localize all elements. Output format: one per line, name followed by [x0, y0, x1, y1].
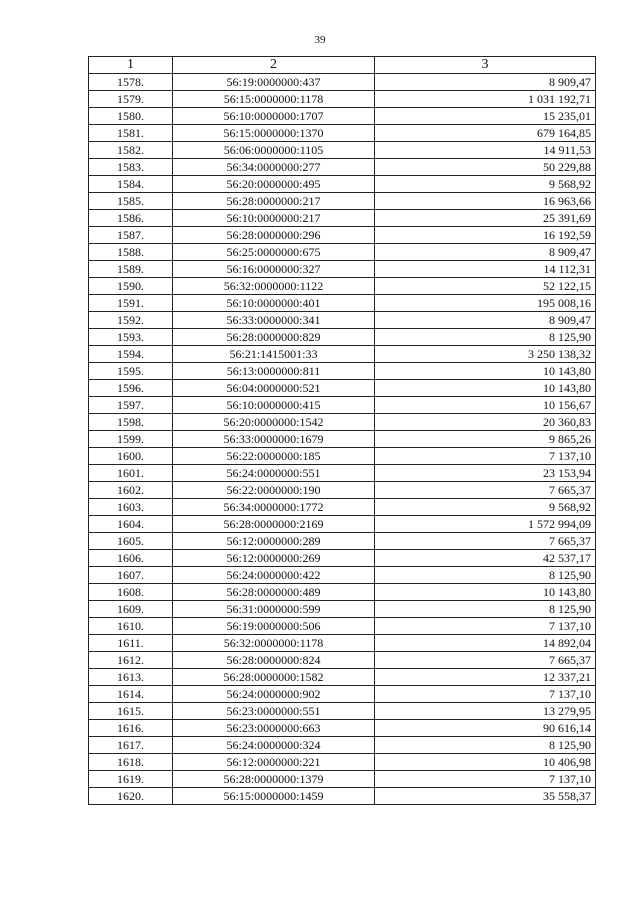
row-number: 1583. [89, 159, 173, 176]
table-row [89, 261, 596, 278]
cadastral-number: 56:31:0000000:599 [173, 601, 375, 618]
row-number: 1580. [89, 108, 173, 125]
row-number: 1579. [89, 91, 173, 108]
cadastral-number: 56:06:0000000:1105 [173, 142, 375, 159]
cadastral-number: 56:23:0000000:663 [173, 720, 375, 737]
table-row [89, 431, 596, 448]
cadastral-value: 42 537,17 [375, 550, 596, 567]
cadastral-value: 8 125,90 [375, 567, 596, 584]
cadastral-value: 7 665,37 [375, 482, 596, 499]
cadastral-value: 10 143,80 [375, 380, 596, 397]
cadastral-value: 90 616,14 [375, 720, 596, 737]
row-number: 1582. [89, 142, 173, 159]
cadastral-value: 14 112,31 [375, 261, 596, 278]
table-row [89, 363, 596, 380]
cadastral-number: 56:15:0000000:1459 [173, 788, 375, 805]
table-row [89, 584, 596, 601]
cadastral-number: 56:28:0000000:217 [173, 193, 375, 210]
row-number: 1615. [89, 703, 173, 720]
cadastral-number: 56:22:0000000:185 [173, 448, 375, 465]
table-row [89, 652, 596, 669]
row-number: 1608. [89, 584, 173, 601]
cadastral-number: 56:24:0000000:422 [173, 567, 375, 584]
table-row [89, 346, 596, 363]
cadastral-number: 56:23:0000000:551 [173, 703, 375, 720]
cadastral-number: 56:19:0000000:506 [173, 618, 375, 635]
cadastral-number: 56:28:0000000:1379 [173, 771, 375, 788]
cadastral-value: 10 156,67 [375, 397, 596, 414]
table-row [89, 618, 596, 635]
cadastral-number: 56:32:0000000:1178 [173, 635, 375, 652]
cadastral-number: 56:25:0000000:675 [173, 244, 375, 261]
table-row [89, 771, 596, 788]
row-number: 1614. [89, 686, 173, 703]
cadastral-value: 3 250 138,32 [375, 346, 596, 363]
table-row [89, 414, 596, 431]
cadastral-value: 35 558,37 [375, 788, 596, 805]
row-number: 1587. [89, 227, 173, 244]
cadastral-value: 52 122,15 [375, 278, 596, 295]
cadastral-value: 10 406,98 [375, 754, 596, 771]
cadastral-value: 7 665,37 [375, 652, 596, 669]
table-row [89, 244, 596, 261]
table-row [89, 720, 596, 737]
column-header-1: 1 [89, 57, 173, 74]
cadastral-number: 56:28:0000000:296 [173, 227, 375, 244]
cadastral-value: 8 909,47 [375, 74, 596, 91]
row-number: 1607. [89, 567, 173, 584]
row-number: 1591. [89, 295, 173, 312]
cadastral-value: 8 125,90 [375, 329, 596, 346]
table-row [89, 601, 596, 618]
cadastral-value: 8 125,90 [375, 737, 596, 754]
cadastral-number: 56:10:0000000:415 [173, 397, 375, 414]
cadastral-number: 56:28:0000000:489 [173, 584, 375, 601]
table-row [89, 227, 596, 244]
cadastral-number: 56:24:0000000:902 [173, 686, 375, 703]
cadastral-number: 56:20:0000000:495 [173, 176, 375, 193]
cadastral-value: 7 137,10 [375, 771, 596, 788]
row-number: 1588. [89, 244, 173, 261]
row-number: 1603. [89, 499, 173, 516]
table-row [89, 278, 596, 295]
cadastral-number: 56:24:0000000:551 [173, 465, 375, 482]
cadastral-value: 10 143,80 [375, 363, 596, 380]
row-number: 1609. [89, 601, 173, 618]
row-number: 1592. [89, 312, 173, 329]
cadastral-value: 679 164,85 [375, 125, 596, 142]
table-row [89, 380, 596, 397]
row-number: 1584. [89, 176, 173, 193]
cadastral-number: 56:32:0000000:1122 [173, 278, 375, 295]
row-number: 1585. [89, 193, 173, 210]
cadastral-number: 56:28:0000000:829 [173, 329, 375, 346]
row-number: 1612. [89, 652, 173, 669]
table-row [89, 669, 596, 686]
cadastral-value: 13 279,95 [375, 703, 596, 720]
cadastral-number: 56:19:0000000:437 [173, 74, 375, 91]
cadastral-number: 56:13:0000000:811 [173, 363, 375, 380]
cadastral-value: 1 572 994,09 [375, 516, 596, 533]
cadastral-value: 9 568,92 [375, 499, 596, 516]
cadastral-value: 9 568,92 [375, 176, 596, 193]
cadastral-value: 15 235,01 [375, 108, 596, 125]
cadastral-number: 56:28:0000000:2169 [173, 516, 375, 533]
table-row [89, 788, 596, 805]
row-number: 1616. [89, 720, 173, 737]
row-number: 1586. [89, 210, 173, 227]
cadastral-number: 56:12:0000000:289 [173, 533, 375, 550]
table-row [89, 448, 596, 465]
row-number: 1590. [89, 278, 173, 295]
table-body [89, 74, 596, 805]
cadastral-number: 56:12:0000000:221 [173, 754, 375, 771]
cadastral-number: 56:04:0000000:521 [173, 380, 375, 397]
row-number: 1578. [89, 74, 173, 91]
cadastral-value: 12 337,21 [375, 669, 596, 686]
row-number: 1601. [89, 465, 173, 482]
row-number: 1617. [89, 737, 173, 754]
row-number: 1594. [89, 346, 173, 363]
row-number: 1605. [89, 533, 173, 550]
table-row [89, 397, 596, 414]
row-number: 1581. [89, 125, 173, 142]
cadastral-value: 7 665,37 [375, 533, 596, 550]
cadastral-number: 56:28:0000000:1582 [173, 669, 375, 686]
table-row [89, 74, 596, 91]
column-header-2: 2 [173, 57, 375, 74]
table-row [89, 465, 596, 482]
table-row [89, 312, 596, 329]
table-row [89, 499, 596, 516]
table-row [89, 703, 596, 720]
row-number: 1596. [89, 380, 173, 397]
cadastral-value: 8 909,47 [375, 244, 596, 261]
cadastral-number: 56:24:0000000:324 [173, 737, 375, 754]
table-row [89, 91, 596, 108]
cadastral-number: 56:20:0000000:1542 [173, 414, 375, 431]
table-row [89, 295, 596, 312]
cadastral-number: 56:12:0000000:269 [173, 550, 375, 567]
table-row [89, 193, 596, 210]
table-row [89, 482, 596, 499]
cadastral-number: 56:10:0000000:1707 [173, 108, 375, 125]
cadastral-value: 20 360,83 [375, 414, 596, 431]
cadastral-number: 56:10:0000000:401 [173, 295, 375, 312]
row-number: 1602. [89, 482, 173, 499]
table-row [89, 108, 596, 125]
row-number: 1593. [89, 329, 173, 346]
row-number: 1618. [89, 754, 173, 771]
cadastral-value: 23 153,94 [375, 465, 596, 482]
cadastral-number: 56:16:0000000:327 [173, 261, 375, 278]
table-row [89, 737, 596, 754]
cadastral-value: 7 137,10 [375, 448, 596, 465]
table-row [89, 516, 596, 533]
cadastral-value: 8 125,90 [375, 601, 596, 618]
cadastral-value: 50 229,88 [375, 159, 596, 176]
cadastral-number: 56:33:0000000:341 [173, 312, 375, 329]
cadastral-value: 25 391,69 [375, 210, 596, 227]
row-number: 1610. [89, 618, 173, 635]
cadastral-value-table [88, 56, 596, 805]
cadastral-value: 195 008,16 [375, 295, 596, 312]
table-row [89, 142, 596, 159]
row-number: 1598. [89, 414, 173, 431]
cadastral-value: 8 909,47 [375, 312, 596, 329]
page-number: 39 [314, 34, 326, 46]
row-number: 1613. [89, 669, 173, 686]
cadastral-value: 16 963,66 [375, 193, 596, 210]
cadastral-value: 7 137,10 [375, 686, 596, 703]
row-number: 1597. [89, 397, 173, 414]
table-row [89, 686, 596, 703]
row-number: 1589. [89, 261, 173, 278]
cadastral-value: 9 865,26 [375, 431, 596, 448]
table-row [89, 125, 596, 142]
row-number: 1620. [89, 788, 173, 805]
table-row [89, 550, 596, 567]
cadastral-number: 56:10:0000000:217 [173, 210, 375, 227]
row-number: 1619. [89, 771, 173, 788]
cadastral-number: 56:34:0000000:1772 [173, 499, 375, 516]
cadastral-number: 56:15:0000000:1370 [173, 125, 375, 142]
cadastral-value: 14 911,53 [375, 142, 596, 159]
cadastral-value: 14 892,04 [375, 635, 596, 652]
cadastral-number: 56:22:0000000:190 [173, 482, 375, 499]
row-number: 1599. [89, 431, 173, 448]
table-row [89, 176, 596, 193]
cadastral-value: 7 137,10 [375, 618, 596, 635]
cadastral-number: 56:33:0000000:1679 [173, 431, 375, 448]
table-row [89, 210, 596, 227]
row-number: 1600. [89, 448, 173, 465]
row-number: 1604. [89, 516, 173, 533]
table-row [89, 754, 596, 771]
table-row [89, 329, 596, 346]
column-header-3: 3 [375, 57, 596, 74]
table-row [89, 635, 596, 652]
table-row [89, 159, 596, 176]
table-header [89, 57, 596, 74]
cadastral-number: 56:21:1415001:33 [173, 346, 375, 363]
table-row [89, 533, 596, 550]
table-row [89, 567, 596, 584]
cadastral-number: 56:15:0000000:1178 [173, 91, 375, 108]
header-row [89, 57, 596, 74]
row-number: 1611. [89, 635, 173, 652]
cadastral-number: 56:28:0000000:824 [173, 652, 375, 669]
cadastral-number: 56:34:0000000:277 [173, 159, 375, 176]
cadastral-value: 1 031 192,71 [375, 91, 596, 108]
row-number: 1606. [89, 550, 173, 567]
row-number: 1595. [89, 363, 173, 380]
cadastral-value: 16 192,59 [375, 227, 596, 244]
cadastral-value: 10 143,80 [375, 584, 596, 601]
